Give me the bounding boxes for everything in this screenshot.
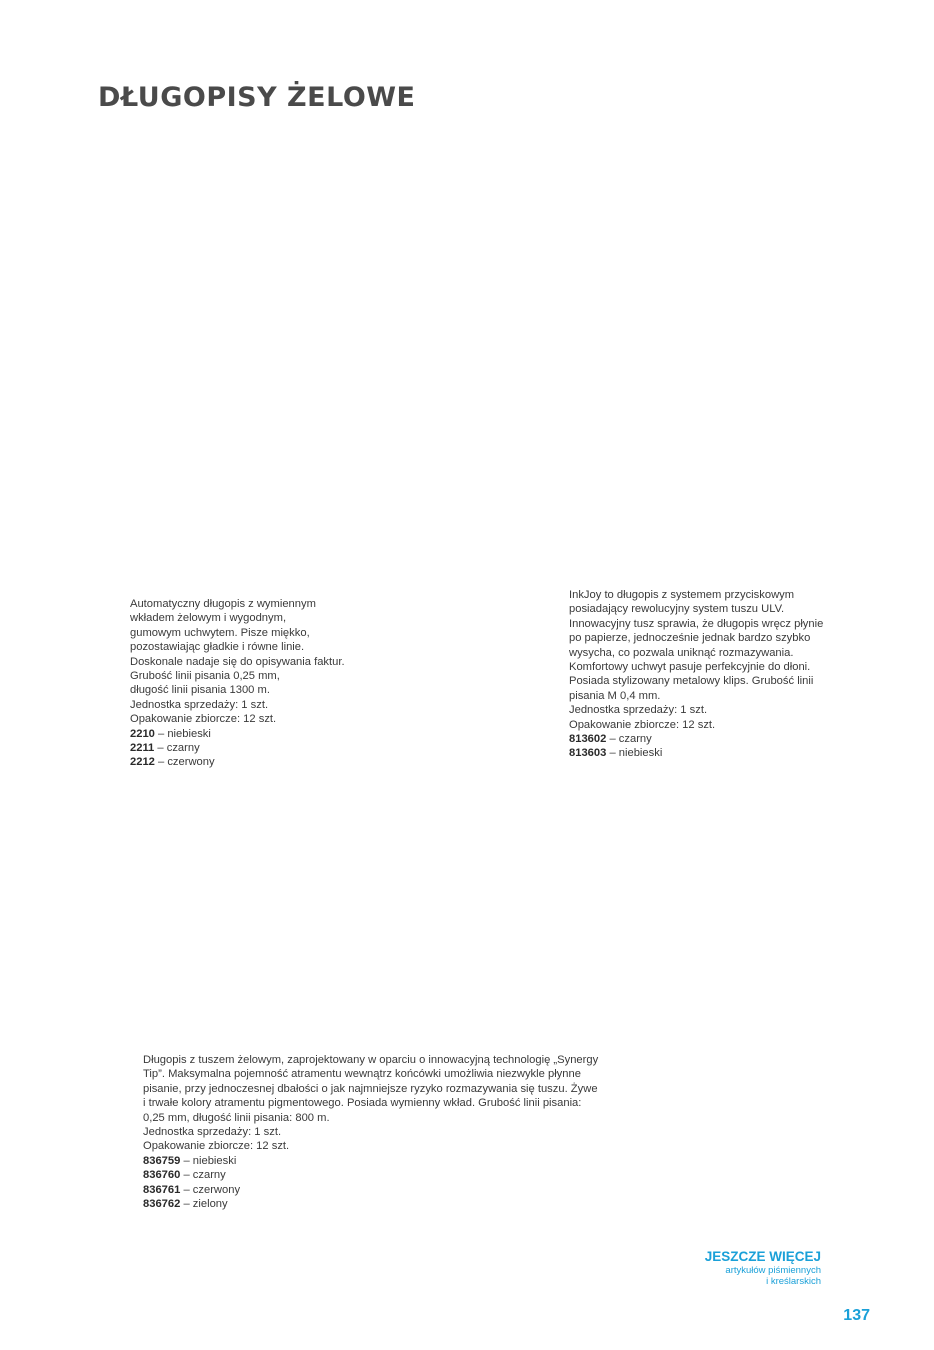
description-line: 0,25 mm, długość linii pisania: 800 m. (143, 1111, 330, 1124)
variant-color: – zielony (180, 1198, 228, 1211)
description-line: Opakowanie zbiorcze: 12 szt. (130, 713, 277, 726)
promo-subtitle: i kreślarskich (766, 1276, 821, 1287)
product-variant (143, 1197, 598, 1211)
product-code: 2211 (130, 742, 155, 755)
product-description-block3 (143, 1053, 598, 1211)
product-code: 836759 (143, 1154, 181, 1167)
product-description-block1 (130, 597, 345, 770)
variant-color: – czerwony (154, 756, 215, 769)
product-variant (143, 1183, 598, 1197)
description-line: InkJoy to długopis z systemem przyciskowym (569, 589, 795, 601)
description-line: Długopis z tuszem żelowym, zaprojektowany w oparciu o innowacyjną technologię „Synergy (143, 1054, 599, 1066)
product-code: 813602 (569, 733, 607, 746)
product-code: 813603 (569, 747, 607, 760)
description-line: wkładem żelowym i wygodnym, (130, 612, 287, 625)
description-line: posiadający rewolucyjny system tuszu ULV. (569, 603, 785, 616)
description-line: pisanie, przy jednoczesnej dbałości o jak najmniejsze ryzyko rozmazywania się tuszu. Żywe (143, 1082, 598, 1095)
description-line: Innowacyjny tusz sprawia, że długopis wręcz płynie (569, 617, 824, 630)
variant-color: – czerwony (180, 1183, 241, 1196)
more-products-promo (705, 1249, 821, 1287)
promo-heading: JESZCZE WIĘCEJ (704, 1249, 821, 1264)
product-variant (569, 746, 823, 760)
description-line: pisania M 0,4 mm. (569, 689, 661, 702)
product-variant (130, 741, 345, 755)
description-line: Posiada stylizowany metalowy klips. Grubość linii (569, 675, 814, 688)
variant-color: – czarny (180, 1169, 226, 1182)
description-line: po papierze, jednocześnie jednak bardzo szybko (569, 632, 811, 645)
page-title: DŁUGOPISY ŻELOWE (98, 82, 416, 114)
variant-color: – niebieski (180, 1154, 237, 1167)
variant-color: – niebieski (606, 747, 663, 760)
description-line: wysycha, co pozwala uniknąć rozmazywania. (569, 646, 794, 659)
description-line: i trwałe kolory atramentu pigmentowego. Posiada wymienny wkład. Grubość linii pisania: (143, 1097, 582, 1110)
description-line: Komfortowy uchwyt pasuje perfekcyjnie do dłoni. (569, 661, 811, 674)
variant-color: – niebieski (154, 727, 211, 740)
description-line: Opakowanie zbiorcze: 12 szt. (569, 718, 716, 731)
product-code: 2210 (130, 727, 155, 740)
page-number: 137 (843, 1307, 870, 1324)
description-line: Automatyczny długopis z wymiennym (130, 598, 316, 610)
product-variant (143, 1154, 598, 1168)
product-code: 836761 (143, 1183, 181, 1196)
product-variant (569, 732, 823, 746)
promo-subtitle: artykułów piśmiennych (725, 1265, 821, 1276)
product-code: 836762 (143, 1198, 181, 1211)
description-line: pozostawiając gładkie i równe linie. (130, 641, 305, 654)
product-description-block2 (569, 588, 823, 761)
description-line: Jednostka sprzedaży: 1 szt. (130, 698, 269, 711)
variant-color: – czarny (154, 742, 200, 755)
description-line: Jednostka sprzedaży: 1 szt. (569, 704, 708, 717)
description-line: Tip”. Maksymalna pojemność atramentu wewnątrz końcówki umożliwia niezwykle płynne (143, 1068, 581, 1081)
product-code: 836760 (143, 1169, 181, 1182)
description-line: Opakowanie zbiorcze: 12 szt. (143, 1140, 290, 1153)
description-line: Doskonale nadaje się do opisywania faktur. (130, 655, 345, 668)
product-code: 2212 (130, 756, 155, 769)
product-variant (130, 755, 345, 769)
description-line: Jednostka sprzedaży: 1 szt. (143, 1126, 282, 1139)
variant-color: – czarny (606, 733, 652, 746)
product-variant (130, 727, 345, 741)
description-line: Grubość linii pisania 0,25 mm, (130, 670, 280, 683)
product-variant (143, 1168, 598, 1182)
description-line: długość linii pisania 1300 m. (130, 684, 270, 697)
description-line: gumowym uchwytem. Pisze miękko, (130, 626, 310, 639)
